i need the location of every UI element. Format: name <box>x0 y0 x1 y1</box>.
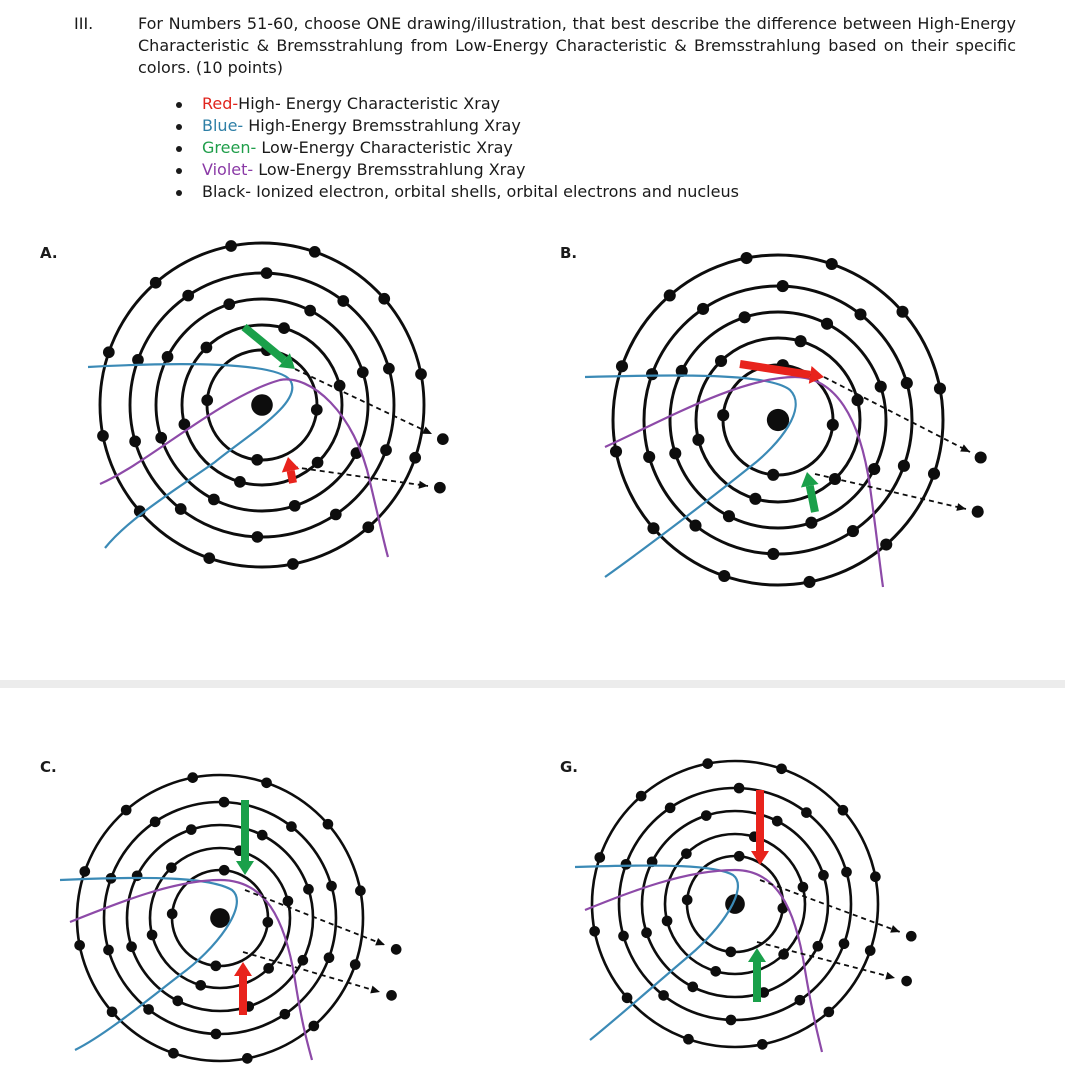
orbital-electron <box>669 447 681 459</box>
orbital-electron <box>682 894 693 905</box>
legend-desc: High- Energy Characteristic Xray <box>238 94 501 113</box>
orbital-electron <box>283 896 294 907</box>
nucleus <box>767 409 789 431</box>
legend-item-green <box>176 137 739 159</box>
legend-item-red <box>176 93 739 115</box>
orbital-electron <box>734 851 745 862</box>
ionized-electron <box>906 931 917 942</box>
violet-bremsstrahlung-path <box>605 377 883 587</box>
orbital-electron <box>262 917 273 928</box>
orbital-electron <box>767 469 779 481</box>
orbital-electron <box>167 908 178 919</box>
orbital-electron <box>823 1007 834 1018</box>
option-b-label: B. <box>560 244 578 262</box>
orbital-electron <box>662 916 673 927</box>
orbital-electron <box>323 819 334 830</box>
question-text: For Numbers 51-60, choose ONE drawing/illustration, that best describe the difference between High-Energy Characteristic & Bremsstrahlung from Low-Energy Characteristic & Bremsstrahlung based on their specific colors. (10 points) <box>138 14 1016 77</box>
orbital-electron <box>74 940 85 951</box>
legend-color-word: Violet- <box>202 160 254 179</box>
orbital-electron <box>201 394 213 406</box>
orbital-electron <box>870 871 881 882</box>
orbital-electron <box>641 927 652 938</box>
orbital-electron <box>150 277 162 289</box>
orbital-electron <box>121 805 132 816</box>
orbital-electron <box>79 866 90 877</box>
legend-desc: Low-Energy Bremsstrahlung Xray <box>253 160 526 179</box>
legend-desc: High-Energy Bremsstrahlung Xray <box>243 116 521 135</box>
trajectory-arrowhead <box>375 938 385 945</box>
orbital-electron <box>357 366 369 378</box>
ionized-electron <box>391 944 402 955</box>
orbital-electron <box>298 955 309 966</box>
orbital-electron <box>692 434 704 446</box>
legend-color-word: Red- <box>202 94 239 113</box>
ionization-trajectory <box>824 377 970 452</box>
legend-color-word: Blue- <box>202 116 244 135</box>
orbital-electron <box>195 980 206 991</box>
orbital-electron <box>934 382 946 394</box>
orbital-electron <box>103 945 114 956</box>
orbital-electron <box>234 476 246 488</box>
atom-diagram-c <box>50 780 410 1065</box>
orbital-electron <box>701 810 712 821</box>
orbital-electron <box>223 298 235 310</box>
ionized-electron <box>901 976 912 987</box>
legend-item-violet <box>176 159 739 181</box>
orbital-electron <box>821 318 833 330</box>
orbital-electron <box>777 280 789 292</box>
orbital-electron <box>219 865 230 876</box>
orbital-electron <box>383 363 395 375</box>
red-transition-arrow-head <box>751 851 769 865</box>
orbital-electron <box>697 303 709 315</box>
violet-bremsstrahlung-path <box>100 379 388 557</box>
orbital-electron <box>739 311 751 323</box>
orbital-electron <box>311 404 323 416</box>
ionized-electron <box>975 451 987 463</box>
orbital-electron <box>898 460 910 472</box>
atom-diagram-a <box>70 262 460 562</box>
orbital-electron <box>362 521 374 533</box>
orbital-electron <box>278 322 290 334</box>
orbital-electron <box>330 509 342 521</box>
orbital-electron <box>702 758 713 769</box>
orbital-electron <box>380 444 392 456</box>
orbital-electron <box>132 870 143 881</box>
orbital-electron <box>725 946 736 957</box>
orbital-electron <box>378 293 390 305</box>
orbital-electron <box>854 308 866 320</box>
orbital-electron <box>868 463 880 475</box>
orbital-electron <box>162 351 174 363</box>
ionized-electron <box>434 482 446 494</box>
orbital-electron <box>252 531 264 543</box>
orbital-electron <box>795 335 807 347</box>
option-a-label: A. <box>40 244 58 262</box>
trajectory-arrowhead <box>885 972 895 980</box>
orbital-electron <box>776 763 787 774</box>
orbital-electron <box>289 500 301 512</box>
orbital-electron <box>415 368 427 380</box>
orbital-electron <box>147 930 158 941</box>
orbital-electron <box>182 290 194 302</box>
orbital-electron <box>715 355 727 367</box>
orbital-electron <box>847 525 859 537</box>
option-c-label: C. <box>40 758 57 776</box>
orbital-electron <box>767 548 779 560</box>
atom-diagram-b <box>580 262 990 592</box>
orbital-electron <box>211 1029 222 1040</box>
orbital-electron <box>726 1015 737 1026</box>
orbital-electron <box>749 493 761 505</box>
orbital-electron <box>594 852 605 863</box>
orbital-electron <box>616 360 628 372</box>
trajectory-arrowhead <box>890 925 900 932</box>
orbital-electron <box>143 1004 154 1015</box>
legend-color-word: Green- <box>202 138 257 157</box>
orbital-electron <box>286 821 297 832</box>
orbital-electron <box>261 267 273 279</box>
orbital-electron <box>681 848 692 859</box>
red-transition-arrow-head <box>282 457 300 472</box>
orbital-electron <box>838 805 849 816</box>
orbital-electron <box>740 252 752 264</box>
orbital-electron <box>852 394 864 406</box>
orbital-electron <box>107 1006 118 1017</box>
orbital-electron <box>304 305 316 317</box>
orbital-electron <box>801 807 812 818</box>
legend-item-black <box>176 181 739 203</box>
orbital-electron <box>261 777 272 788</box>
orbital-electron <box>710 966 721 977</box>
atom-diagram-g <box>570 770 920 1065</box>
orbital-electron <box>355 885 366 896</box>
orbital-electron <box>172 996 183 1007</box>
orbital-electron <box>718 570 730 582</box>
orbital-electron <box>97 430 109 442</box>
orbital-electron <box>257 830 268 841</box>
orbital-electron <box>664 289 676 301</box>
orbital-electron <box>312 457 324 469</box>
color-legend <box>176 93 739 203</box>
orbital-electron <box>798 882 809 893</box>
legend-item-blue <box>176 115 739 137</box>
orbital-electron <box>287 558 299 570</box>
ionized-electron <box>972 506 984 518</box>
orbital-electron <box>658 990 669 1001</box>
orbital-electron <box>646 368 658 380</box>
orbital-electron <box>201 342 213 354</box>
orbital-electron <box>263 963 274 974</box>
orbital-electron <box>734 783 745 794</box>
orbital-electron <box>589 926 600 937</box>
orbital-electron <box>168 1048 179 1059</box>
orbital-electron <box>618 931 629 942</box>
orbital-electron <box>665 803 676 814</box>
violet-bremsstrahlung-path <box>70 880 312 1060</box>
nucleus <box>210 908 230 928</box>
orbital-electron <box>203 552 215 564</box>
orbital-electron <box>805 517 817 529</box>
legend-desc: Low-Energy Characteristic Xray <box>256 138 513 157</box>
orbital-electron <box>687 982 698 993</box>
orbital-electron <box>636 791 647 802</box>
legend-desc: Black- Ionized electron, orbital shells, orbital electrons and nucleus <box>202 182 739 201</box>
orbital-electron <box>928 468 940 480</box>
orbital-electron <box>683 1034 694 1045</box>
orbital-electron <box>166 862 177 873</box>
trajectory-arrowhead <box>956 503 966 511</box>
orbital-electron <box>689 520 701 532</box>
orbital-electron <box>772 816 783 827</box>
orbital-electron <box>813 941 824 952</box>
orbital-electron <box>409 452 421 464</box>
orbital-electron <box>303 884 314 895</box>
orbital-electron <box>251 454 263 466</box>
nucleus <box>251 394 273 416</box>
ionized-electron <box>437 433 449 445</box>
red-transition-arrow <box>291 471 293 483</box>
orbital-electron <box>225 240 237 252</box>
orbital-electron <box>896 306 908 318</box>
trajectory-arrowhead <box>370 986 380 994</box>
blue-bremsstrahlung-path <box>585 375 796 577</box>
orbital-electron <box>129 436 141 448</box>
orbital-electron <box>308 1021 319 1032</box>
orbital-electron <box>622 992 633 1003</box>
page-separator <box>0 680 1065 688</box>
orbital-electron <box>803 576 815 588</box>
orbital-electron <box>839 938 850 949</box>
trajectory-arrowhead <box>419 481 428 489</box>
orbital-electron <box>219 797 230 808</box>
orbital-electron <box>901 377 913 389</box>
orbital-electron <box>326 881 337 892</box>
orbital-electron <box>280 1009 291 1020</box>
orbital-electron <box>126 941 137 952</box>
orbital-electron <box>242 1053 253 1064</box>
orbital-electron <box>827 419 839 431</box>
orbital-electron <box>717 409 729 421</box>
option-g-label: G. <box>560 758 579 776</box>
orbital-electron <box>818 870 829 881</box>
orbital-electron <box>865 945 876 956</box>
orbital-electron <box>880 538 892 550</box>
orbital-electron <box>841 867 852 878</box>
orbital-electron <box>826 258 838 270</box>
orbital-electron <box>647 522 659 534</box>
orbital-electron <box>621 859 632 870</box>
orbital-electron <box>795 995 806 1006</box>
orbital-electron <box>186 824 197 835</box>
orbital-electron <box>324 952 335 963</box>
orbital-electron <box>757 1039 768 1050</box>
orbital-electron <box>175 503 187 515</box>
orbital-electron <box>875 381 887 393</box>
orbital-electron <box>150 817 161 828</box>
orbital-electron <box>610 445 622 457</box>
violet-bremsstrahlung-path <box>585 870 822 1052</box>
question-number: III. <box>74 14 94 33</box>
orbital-electron <box>208 494 220 506</box>
orbital-electron <box>155 432 167 444</box>
orbital-electron <box>103 346 115 358</box>
orbital-electron <box>723 510 735 522</box>
orbital-electron <box>309 246 321 258</box>
orbital-electron <box>350 959 361 970</box>
green-transition-arrow <box>810 486 815 512</box>
orbital-electron <box>643 451 655 463</box>
orbital-electron <box>210 960 221 971</box>
orbital-electron <box>187 772 198 783</box>
orbital-electron <box>337 295 349 307</box>
ionized-electron <box>386 990 397 1001</box>
